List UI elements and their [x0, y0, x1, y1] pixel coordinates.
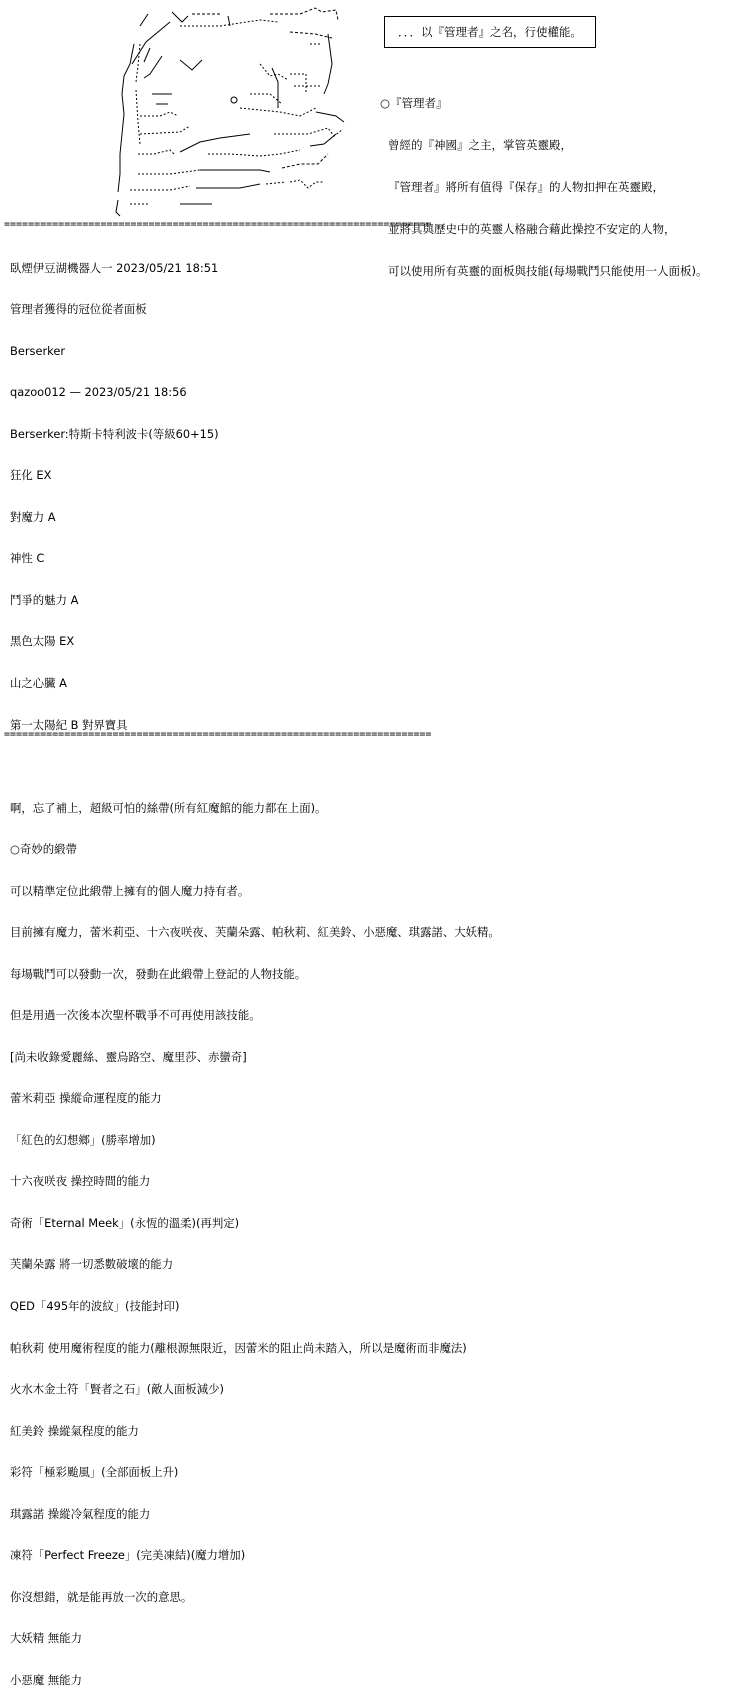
- text-line: 但是用過一次後本次聖杯戰爭不可再使用該技能。: [10, 1008, 261, 1023]
- text-line: 蕾米莉亞 操縱命運程度的能力: [10, 1091, 162, 1106]
- banner-box: [384, 16, 596, 48]
- description-line: 並將其與歷史中的英靈人格融合藉此操控不安定的人物，: [388, 222, 676, 236]
- skill-line: 第一太陽紀 B 對界寶具: [10, 717, 128, 732]
- text-line: [尚未收錄愛麗絲、靈烏路空、魔里莎、赤蠻奇]: [10, 1049, 247, 1064]
- separator-top: =======================================================================: [4, 219, 432, 230]
- text-line: 紅美鈴 操縱氣程度的能力: [10, 1423, 139, 1438]
- text-line: 火水木金土符「賢者之石」(敵人面板減少): [10, 1382, 224, 1397]
- text-line: Berserker: [10, 343, 66, 358]
- text-line: 十六夜咲夜 操控時間的能力: [10, 1174, 151, 1189]
- chat-transcript: [10, 234, 500, 1701]
- description-line: 曾經的『神國』之主，掌管英靈殿，: [388, 138, 572, 152]
- description-line: 可以使用所有英靈的面板與技能(每場戰鬥只能使用一人面板)。: [388, 264, 708, 278]
- text-line: 帕秋莉 使用魔術程度的能力(離根源無限近，因蕾米的阻止尚未踏入，所以是魔術而非魔法): [10, 1340, 467, 1355]
- blank-line: [10, 760, 500, 774]
- description-title: ○『管理者』: [380, 96, 448, 110]
- text-line: QED「495年的波紋」(技能封印): [10, 1298, 180, 1313]
- banner-text: ．．．以『管理者』之名，行使權能。: [398, 25, 582, 39]
- text-line: 「紅色的幻想鄉」(勝率增加): [10, 1132, 156, 1147]
- ascii-art-figure: [110, 4, 355, 218]
- text-line: 小惡魔 無能力: [10, 1672, 82, 1687]
- separator-bottom: =======================================================================: [4, 729, 432, 740]
- text-line: Berserker:特斯卡特利波卡(等級60+15): [10, 426, 219, 441]
- skill-line: 狂化 EX: [10, 468, 52, 483]
- skill-line: 山之心臟 A: [10, 676, 67, 690]
- text-line: 凍符「Perfect Freeze」(完美凍結)(魔力增加): [10, 1548, 246, 1563]
- text-line: 管理者獲得的冠位從者面板: [10, 302, 147, 317]
- text-line: 芙蘭朵露 將一切悉數破壞的能力: [10, 1257, 174, 1272]
- text-line: 奇術「Eternal Meek」(永恆的溫柔)(再判定): [10, 1215, 240, 1230]
- text-line: 目前擁有魔力，蕾米莉亞、十六夜咲夜、芙蘭朵露、帕秋莉、紅美鈴、小惡魔、琪露諾、大妖精。: [10, 925, 500, 940]
- text-line: 每場戰鬥可以發動一次，發動在此緞帶上登記的人物技能。: [10, 966, 307, 981]
- skill-line: 神性 C: [10, 551, 45, 566]
- text-line: 你沒想錯，就是能再放一次的意思。: [10, 1589, 193, 1604]
- text-line: 可以精準定位此緞帶上擁有的個人魔力持有者。: [10, 883, 250, 898]
- chat-header: 臥煙伊豆湖機器人一 2023/05/21 18:51: [10, 260, 219, 275]
- skill-line: 鬥爭的魅力 A: [10, 592, 79, 607]
- text-line: 琪露諾 操縱冷氣程度的能力: [10, 1506, 151, 1521]
- chat-header: qazoo012 — 2023/05/21 18:56: [10, 385, 187, 400]
- text-line: 大妖精 無能力: [10, 1631, 82, 1646]
- skill-line: 對魔力 A: [10, 509, 56, 524]
- text-line: ○奇妙的緞帶: [10, 842, 77, 857]
- text-line: 啊，忘了補上，超級可怕的絲帶(所有紅魔館的能力都在上面)。: [10, 800, 327, 815]
- text-line: 彩符「極彩颱風」(全部面板上升): [10, 1465, 179, 1480]
- skill-line: 黑色太陽 EX: [10, 634, 75, 649]
- description-line: 『管理者』將所有值得『保存』的人物扣押在英靈殿，: [388, 180, 664, 194]
